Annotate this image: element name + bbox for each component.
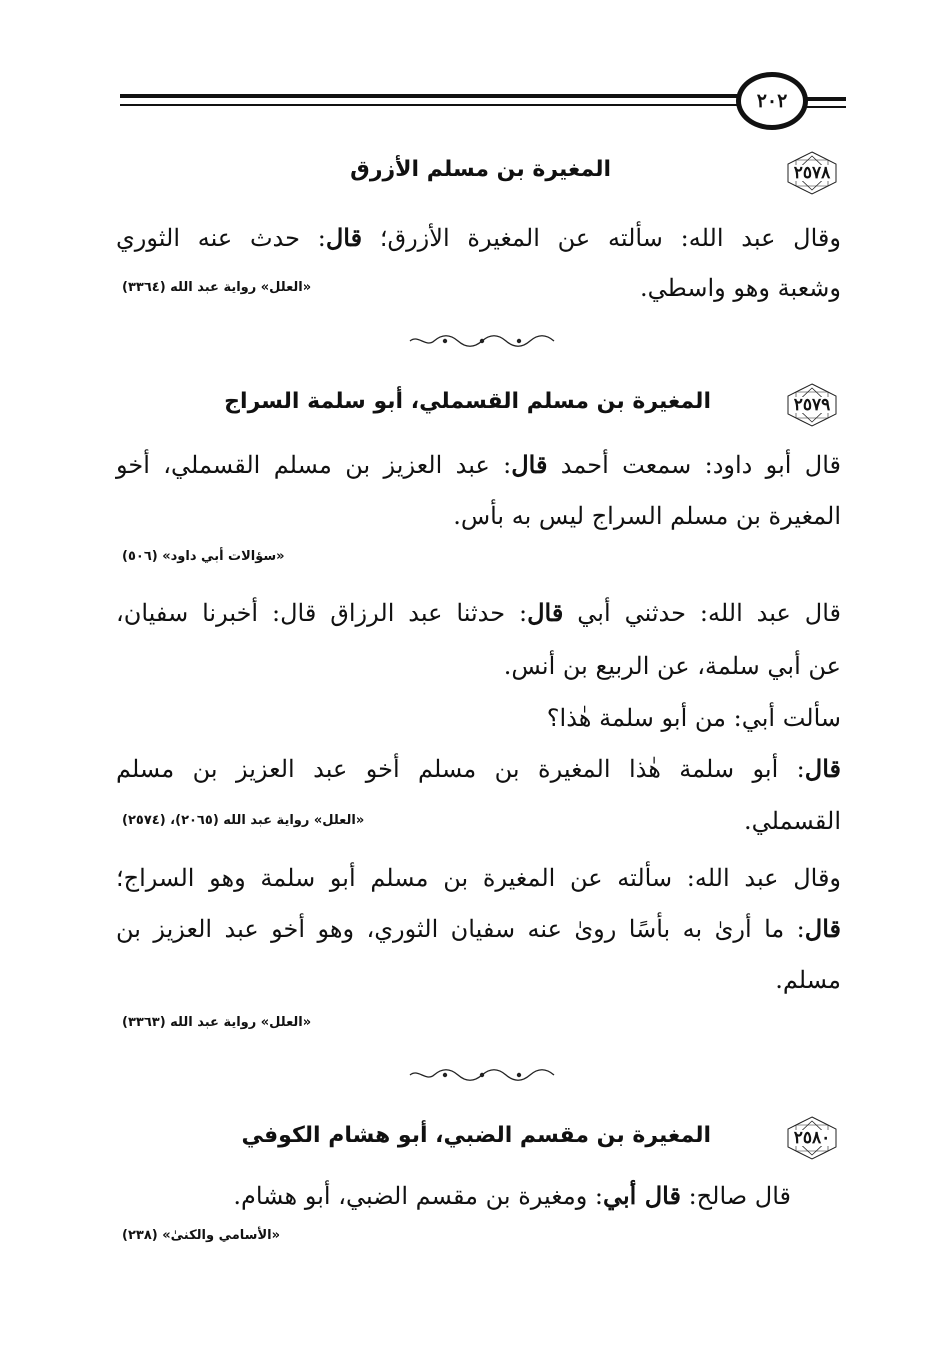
entry-number-badge (784, 1115, 840, 1161)
entry-title: المغيرة بن مسلم الأزرق (350, 157, 611, 182)
body-line: قال: أبو سلمة هٰذا المغيرة بن مسلم أخو عبد العزيز بن مسلم (116, 754, 841, 783)
body-line: مسلم. (775, 966, 841, 994)
header-rule-right-2 (806, 106, 846, 108)
body-line: قال أبو داود: سمعت أحمد قال: عبد العزيز بن مسلم القسملي، أخو (116, 450, 841, 479)
header-rule-bottom (120, 104, 740, 106)
entry-number: ٢٥٨٠ (793, 1128, 831, 1148)
citation: «سؤالات أبي داود» (٥٠٦) (122, 549, 285, 564)
body-line: وقال عبد الله: سألته عن المغيرة بن مسلم أبو سلمة وهو السراج؛ (116, 864, 842, 892)
body-line: سألت أبي: من أبو سلمة هٰذا؟ (546, 704, 841, 732)
body-line: قال صالح: قال أبي: ومغيرة بن مقسم الضبي، أبو هشام. (233, 1181, 791, 1210)
citation: «العلل» رواية عبد الله (٣٣٦٤) (122, 280, 312, 295)
entry-number: ٢٥٧٩ (793, 395, 831, 415)
entry-title: المغيرة بن مسلم القسملي، أبو سلمة السراج (224, 389, 711, 414)
citation: «العلل» رواية عبد الله (٢٠٦٥)، (٢٥٧٤) (122, 813, 365, 828)
body-line: المغيرة بن مسلم السراج ليس به بأس. (453, 502, 841, 530)
citation: «الأسامي والكنىٰ» (٢٣٨) (122, 1228, 280, 1243)
body-line: عن أبي سلمة، عن الربيع بن أنس. (503, 652, 841, 680)
header-rule-top (120, 94, 740, 98)
body-line: قال عبد الله: حدثني أبي قال: حدثنا عبد الرزاق قال: أخبرنا سفيان، (116, 598, 841, 627)
body-line: قال: ما أرىٰ به بأسًا روىٰ عنه سفيان الثوري، وهو أخو عبد العزيز بن (116, 914, 841, 943)
body-line: وشعبة وهو واسطي. (640, 274, 841, 302)
separator-ornament-icon (408, 334, 556, 348)
entry-number-badge (784, 150, 840, 196)
body-line: القسملي. (744, 807, 841, 835)
separator-ornament-icon (408, 1068, 556, 1082)
entry-title: المغيرة بن مقسم الضبي، أبو هشام الكوفي (241, 1123, 711, 1148)
page-number: ٢٠٢ (736, 72, 808, 130)
body-line: وقال عبد الله: سألته عن المغيرة الأزرق؛ قال: حدث عنه الثوري (116, 223, 841, 252)
entry-number-badge (784, 382, 840, 428)
header-rule-right (806, 97, 846, 101)
citation: «العلل» رواية عبد الله (٣٣٦٣) (122, 1015, 312, 1030)
entry-number: ٢٥٧٨ (793, 163, 831, 183)
